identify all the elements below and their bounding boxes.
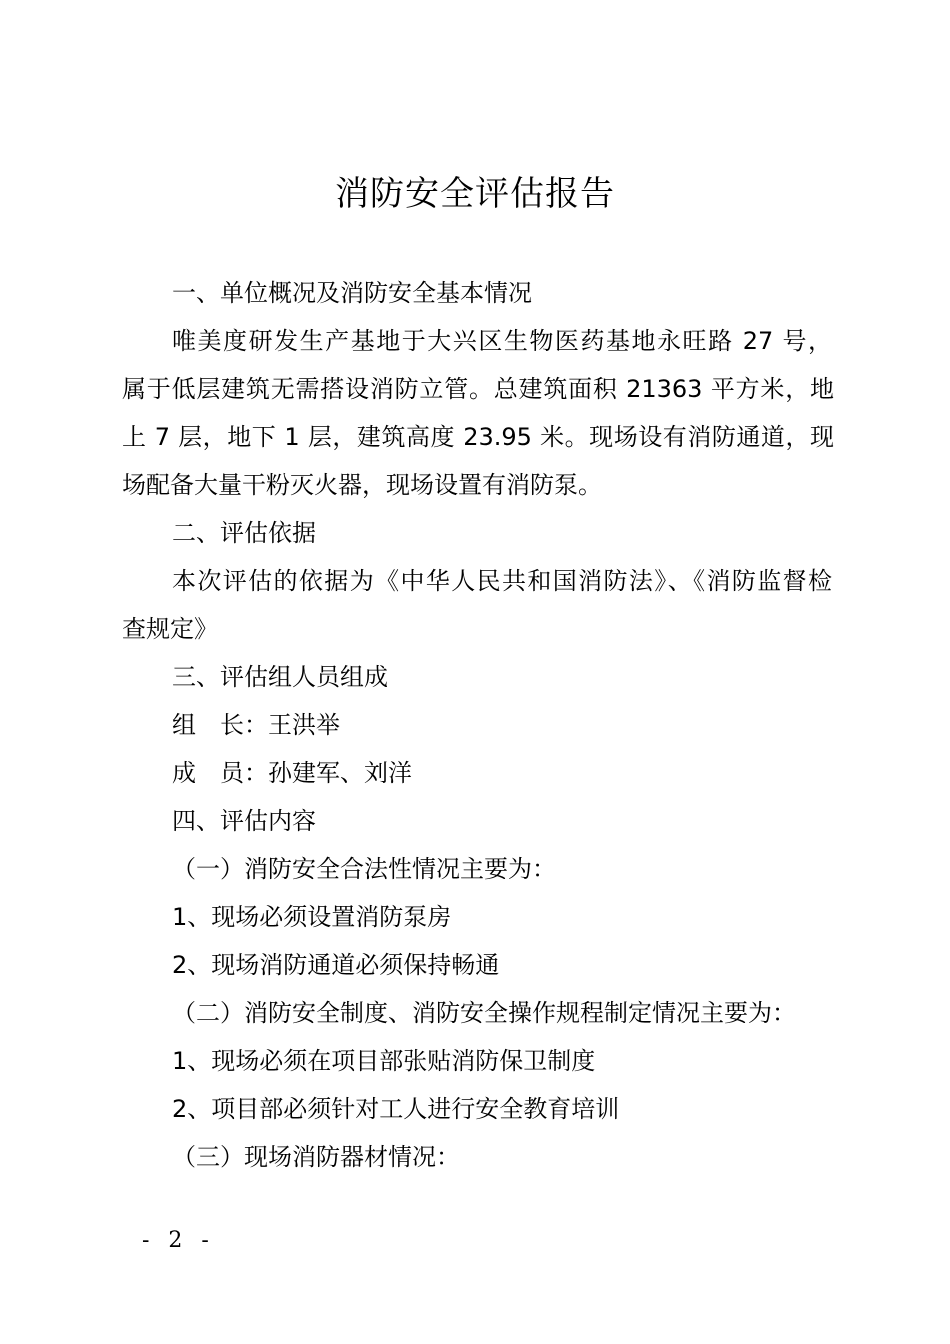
- list-item: 1、现场必须在项目部张贴消防保卫制度: [172, 1047, 596, 1075]
- document-title: 消防安全评估报告: [335, 174, 615, 214]
- subsection-heading: （一）消防安全合法性情况主要为：: [172, 855, 556, 883]
- team-members-line: 成 员：孙建军、刘洋: [172, 759, 412, 787]
- list-item: 2、现场消防通道必须保持畅通: [172, 951, 500, 979]
- page-number: - 2 -: [142, 1228, 215, 1253]
- section-heading-2: 二、评估依据: [172, 519, 316, 547]
- paragraph-line: 属于低层建筑无需搭设消防立管。总建筑面积 21363 平方米，地: [122, 375, 834, 403]
- team-leader-line: 组 长：王洪举: [172, 711, 340, 739]
- subsection-heading: （三）现场消防器材情况：: [172, 1143, 460, 1171]
- paragraph-line: 场配备大量干粉灭火器，现场设置有消防泵。: [122, 471, 602, 499]
- section-heading-3: 三、评估组人员组成: [172, 663, 388, 691]
- paragraph-line: 唯美度研发生产基地于大兴区生物医药基地永旺路 27 号，: [172, 327, 832, 355]
- paragraph-line: 本次评估的依据为《中华人民共和国消防法》、《消防监督检: [172, 567, 832, 595]
- subsection-heading: （二）消防安全制度、消防安全操作规程制定情况主要为：: [172, 999, 796, 1027]
- section-heading-4: 四、评估内容: [172, 807, 316, 835]
- paragraph-line: 查规定》: [122, 615, 218, 643]
- paragraph-line: 上 7 层，地下 1 层，建筑高度 23.95 米。现场设有消防通道，现: [122, 423, 834, 451]
- list-item: 2、项目部必须针对工人进行安全教育培训: [172, 1095, 620, 1123]
- section-heading-1: 一、单位概况及消防安全基本情况: [172, 279, 532, 307]
- list-item: 1、现场必须设置消防泵房: [172, 903, 452, 931]
